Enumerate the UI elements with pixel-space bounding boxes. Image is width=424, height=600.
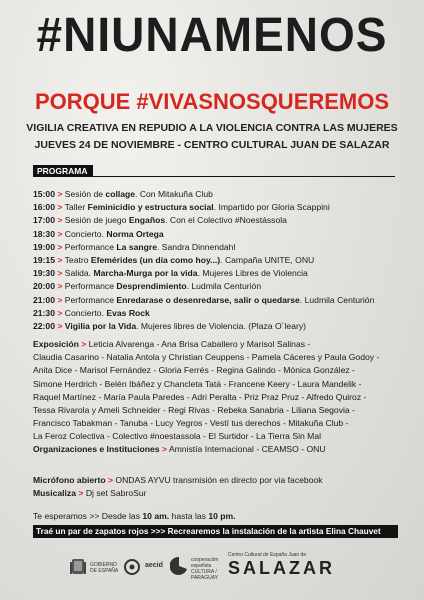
schedule-item: 22:00 > Vigilia por la Vida. Mujeres libres de Violencia. (Plaza O´leary) [33, 321, 306, 332]
exposicion-label: Exposición [33, 339, 79, 349]
coop-text-3: CULTURA / PARAGUAY [191, 569, 219, 581]
exposicion-section: Exposición > Leticia Alvarenga - Ana Brisa Caballero y Marisol Salinas - Claudia Casarino - Natalia Antola y Christian Ceuppens - Pamela Cáceres y Paula Godoy - Anita Dice - Marisol Fernández - Gloria Ferrés - Regina Galindo - Mónica González - Simone Herdrich - Belén Ibáñez y Chancleta Tatá - Francene Keery - Laura Mandelik - Raquel Martínez - María Paula Paredes - Adri Peralta - Priz Praz Pruz - Alfredo Quiroz - Tessa Rivarola y Ameli Schneider - Regi Rivas - Rebeka Sanabria - Liliana Segovia - Francisco Tabakman - Tanuba - Lucy Yegros - Vestí tus derechos - Mitakuña Club - La Feroz Colectiva - Colectivo #noestassola - El Surtidor - La Tierra Sin Mal [33, 338, 403, 444]
organizaciones-label: Organizaciones e Instituciones [33, 444, 160, 454]
red-shoes-banner: Traé un par de zapatos rojos >>> Recrearemos la instalación de la artista Elina Chauvet [33, 525, 398, 538]
programa-label: PROGRAMA [33, 165, 93, 177]
schedule-item: 21:00 > Performance Enredarase o desenredarse, salir o quedarse. Ludmila Centurión [33, 294, 375, 305]
schedule-item: 19:15 > Teatro Efemérides (un día como hoy...). Campaña UNITE, ONU [33, 255, 315, 266]
programa-divider [33, 176, 395, 177]
sponsor-logos [0, 550, 424, 590]
schedule-item: 19:00 > Performance La sangre. Sandra Dinnendahl [33, 241, 236, 252]
schedule-item: 20:00 > Performance Desprendimiento. Ludmila Centurión [33, 281, 262, 292]
schedule-item: 18:30 > Concierto. Norma Ortega [33, 228, 164, 239]
aecid-logo [123, 558, 163, 581]
microfono-label: Micrófono abierto [33, 475, 106, 485]
cooperacion-logo [170, 556, 219, 581]
musicaliza-label: Musicaliza [33, 488, 76, 499]
event-description: VIGILIA CREATIVA EN REPUDIO A LA VIOLENCIA CONTRA LAS MUJERES [26, 122, 398, 134]
schedule-item: 16:00 > Taller Feminicidio y estructura social. Impartido por Gloria Scappini [33, 202, 330, 213]
aecid-text: aecid [145, 562, 163, 569]
exposicion-line: Tessa Rivarola y Ameli Schneider - Regi Rivas - Rebeka Sanabria - Liliana Segovia - [33, 405, 355, 416]
aecid-icon [123, 558, 141, 576]
coop-text-2: española [191, 563, 212, 569]
schedule-item: 17:00 > Sesión de juego Engaños. Con el Colectivo #Noestássola [33, 215, 287, 226]
ccejs-text: Centro Cultural de España Juan de [228, 552, 307, 558]
salazar-text: SALAZAR [228, 558, 335, 578]
event-date-venue: JUEVES 24 DE NOVIEMBRE - CENTRO CULTURAL JUAN DE SALAZAR [34, 139, 390, 151]
exposicion-line: Raquel Martínez - María Paula Paredes - Adri Peralta - Priz Praz Pruz - Alfredo Quiroz - [33, 391, 367, 402]
schedule-item: 21:30 > Concierto. Evas Rock [33, 307, 150, 318]
gobierno-text: GOBIERNO DE ESPAÑA [90, 562, 119, 574]
coat-of-arms-icon [68, 556, 88, 580]
ccejs-logo [228, 552, 335, 578]
poster-title: #NIUNAMENOS [36, 6, 388, 62]
exposicion-line: La Feroz Colectiva - Colectivo #noestassola - El Surtidor - La Tierra Sin Mal [33, 431, 322, 442]
organizaciones-section: Organizaciones e Instituciones > Amnistía Internacional - CEAMSO - ONU [33, 444, 326, 454]
schedule-list [33, 188, 403, 333]
coop-text-1: cooperación [191, 557, 219, 563]
exposicion-line: Francisco Tabakman - Tanuba - Lucy Yegros - Vestí tus derechos - Mitakuña Club - [33, 418, 349, 429]
schedule-item: 15:00 > Sesión de collage. Con Mitakuña Club [33, 189, 213, 199]
poster-subtitle: PORQUE #VIVASNOSQUEREMOS [34, 89, 390, 114]
exposicion-line: Simone Herdrich - Belén Ibáñez y Chancleta Tatá - Francene Keery - Laura Mandelik - [33, 378, 362, 389]
microfono-section: Micrófono abierto > ONDAS AYVU transmisión en directo por via facebook Musicaliza > Dj set SabroSur [33, 475, 323, 499]
cooperacion-icon [170, 556, 188, 576]
schedule-item: 19:30 > Salida. Marcha-Murga por la vida. Mujeres Libres de Violencia [33, 268, 308, 279]
exposicion-line: Claudia Casarino - Natalia Antola y Christian Ceuppens - Pamela Cáceres y Paula Godoy - [33, 352, 380, 363]
hours-line: Te esperamos >> Desde las 10 am. hasta las 10 pm. [33, 511, 236, 521]
exposicion-line: Anita Dice - Marisol Fernández - Gloria Ferrés - Regina Galindo - Mónica González - [33, 365, 355, 376]
spain-government-logo [68, 556, 119, 585]
